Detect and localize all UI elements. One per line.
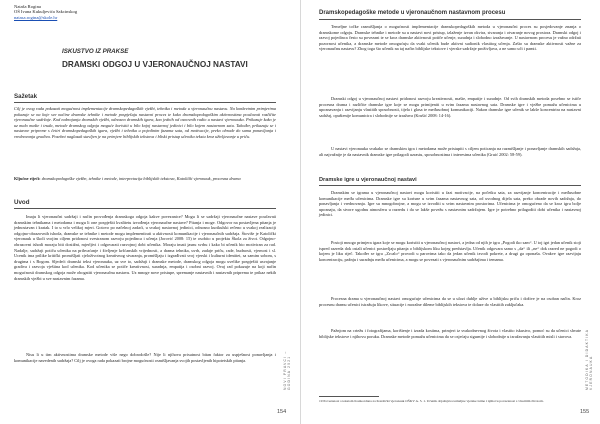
keywords-text: dramskopedagoške vježbe, tehnike i metode, interpretacija biblijskih tekstova, Katolički vjeronauk, procesna drama: [41, 176, 241, 181]
summary-text: Cilj je ovog rada pokazati mogućnost implementacije dramskopedagoških vježbi, tehnika i metoda u vjeronaučnu nastavu. Na konkretnim primjerima pokazuje se na koje sve načine dramske tehnike i metode pospješuju nastavni proces te kako dramskopedagoškim aktivnostima poučavati različite vjeronaučne sadržaje. Kod nabrajanja dramskih vježbi, odnosno dramskih igara, kao jednih od osnovnih radio u nastavi vjeronauka. Prikazuje kako je uz malo mašte i truda, metode dramskog odgoja moguće koristiti u bilo kojoj nastavnoj jedinici i bilo kojem nastavnom satu. Također, prikazuju se i nastavne pripreme s četiri dramskopedagoških igara, vježbi i tehnika u pojedinim fazama sata, od motivacije, preko obrade do sama ponavljanja i vrednovanja gradiva. Posebni naglasak stavljen je na primjere biblijskih tekstova i bliski pristup učenika tekstu kroz uživljavanje u priču.: [14, 106, 276, 139]
intro-rule: [14, 208, 276, 209]
footnote: 19 Povezanost s tekstom Konkordana za Katolički vjeronauk OŠKV A. 5. 1. Učenik objašnjava temeljne vjerske istine i njihovu povezanost s vlastitim životom.: [319, 399, 544, 403]
section-heading: Dramskopedagoške metode u vjeronaučnom nastavnom procesu: [319, 10, 506, 16]
article-title: DRAMSKI ODGOJ U VJERONAUČNOJ NASTAVI: [62, 60, 248, 69]
intro-heading: Uvod: [14, 199, 30, 206]
subsection-heading: Dramske igre u vjeronaučnoj nastavi: [319, 177, 417, 183]
author-school: OŠ Ivana Kukuljevića Sakcinskog: [14, 9, 78, 15]
section-rule: [319, 19, 581, 20]
section-label: ISKUSTVO IZ PRAKSE: [62, 48, 129, 55]
running-label: METODIKA I DIDAKTIKA VJERONAUKA: [585, 329, 593, 390]
summary-heading: Sažetak: [14, 93, 38, 100]
author-block: [14, 4, 77, 20]
keywords-line: [14, 176, 276, 182]
right-page: [300, 0, 600, 424]
paragraph-2: Dramski odgoj u vjeronaučnoj nastavi pridonosi razvoju kreativnosti, mašte, empatije i suradnje. Od svih dramskih metoda posebno se ističe procesna drama i različite dramske igre koje se mogu primijeniti u svim fazama nastavnog sata. Dramske igre i vježbe pomažu učenicima u upoznavanju i razvijanju vlastitih sposobnosti, tijela i glasa te međusobnoj komunikaciji. Nakon dramske igre učenik se lakše koncentrira na nastavni sadržaj, opuštenije komunicira i slobodnije se izražava (Krušić 2008: 14-16).: [319, 96, 581, 118]
page-number: 154: [277, 409, 287, 415]
author-email-link[interactable]: natasa.rogina@skole.hr: [14, 14, 58, 20]
subsection-rule: [319, 185, 581, 186]
paragraph-5: Postoji mnogo primjera igara koje se mogu koristiti u vjeronaučnoj nastavi, a jedna od njih je igra „Pogodi tko sam“. U toj igri jedan učenik stoji ispred razreda dok ostali učenici postavljaju pitanja o biblijskom liku kojeg predstavlja. Učenik odgovara samo s „da“ ili „ne“ dok razred ne pogodi o kojem je liku riječ. Također se igra „Zrcalo“ provodi u parovima tako da jedan učenik izvodi pokrete, a drugi ga oponaša. Ovakve igre razvijaju koncentraciju, pažnju i suradnju među učenicima, a mogu se povezati s vjeronaučnim sadržajima i temama.: [319, 240, 581, 262]
summary-rule: [14, 102, 276, 103]
keywords-label: Ključne riječi:: [14, 176, 41, 181]
paragraph-6: Procesna drama u vjeronaučnoj nastavi omogućuje učenicima da se u ulozi dublje užive u biblijsku priču i dožive je na osoban način. Kroz procesnu dramu učenici istražuju likove, situacije i moralne dileme biblijskih tekstova te dolaze do vlastitih zaključaka.: [319, 296, 581, 307]
paragraph-7: Pažnjom na crtežu i fotografijama, korištenje i izrada kostima, primjeri iz svakodnevnog života i vlastito iskustvo, pomoć su da učenici shvate biblijske tekstove i njihovu poruku. Dramske metode pomažu učenicima da se osjećaju sigurnije i slobodnije u izražavanju vlastitih misli i stavova.: [319, 328, 581, 339]
paragraph-1: Temeljne točke razmišljanja o mogućnosti implementacije dramskopedagoških metoda u vjeronaučni proces su posjedovanje znanja o dramskome odgoju. Dramske tehnike i metode su u nastavi novi pristup, izlaženje izvan okvira, stvaranja i otvaranje novog prostora. Dramski odgoj i razvoj pojedinca često su povezani te se kroz dramske aktivnosti potiče učenje, suradnja i slobodno izražavanje. U nastavnom procesu je važno održati pozornost učenika, a dramske metode omogućuju da svaki učenik bude aktivni sudionik vlastitog učenja. Zašto su dramske aktivnosti važne za vjeronaučnu nastavu? Zbog toga što učenik na taj način biblijske tekstove i vjerske sadržaje proživljava, a ne samo uči i pamti.: [319, 24, 581, 52]
footnote-rule: [319, 396, 379, 397]
author-name: Nataša Rogina: [14, 4, 41, 9]
page-number: 155: [580, 409, 590, 415]
intro-paragraph-2: Nisu li u tim aktivnostima dramske metode više nego dobrodošle? Nije li njihova prisutnost bitan faktor za uspješnost ponavljanja i komunikacije navedenih sadržaja? Cilj je ovoga rada pokazati brojne mogućnosti osmišljavanja svojih postavljenih hipotetskih pitanja.: [14, 352, 276, 363]
running-label: NOVI PRAVCI – GODINA 2021: [283, 350, 291, 390]
intro-paragraph: Imaju li vjeronaučni sadržaji i način provođenja dramskoga odgoja kakve povezanice? Mogu li se sadržaji vjeronaučne nastave poučavati dramskim tehnikama i metodama i mogu li one pospješiti kvalitetu izvođenja vjeronaučne nastave? Pitanja i moge. Odgovor na postavljena pitanja je jednostavan i kratak. I to u vrlo velikoj mjeri. Gotovo po načelnoj zadaći, u svakoj nastavnoj jedinici, odnosno kurikulski rečeno u svakoj realizaciji odgojno-obrazovnih ishoda, dramske se tehnike i metode mogu implementirati u aktivnosti komunikacije i vjeronaučnih sadržaja. Štoviše je Katolički vjeronauk u školi svojim ciljem pridonosi svestranom razvoju pojedinca i učenja (Jorović 2008: 15) te osobito u projektu Škola za život. Odgojno-obrazovni ishodi moraju biti dostižni, mjerljivi i odgovarati razvojnoj dobi učenika. Moraju imati jasnu svrhu i kako bi učenik bio motiviran za rad. Nadalje, sadržaji potiču učenika na prihvaćanje i življenje kršćanskih vrijednosti, a drama tehnika, uvrh, zadaje priču, rade, budnosti, vjernost i sl. Ucenik ima prilike kritički promišljati cjeloživotnog kreativnog stvaranja, promišljaju i izgrađivati svoj vjerski i kulturni identitet, sa samim sobom, s drugima i s Bogom. Sljedeći dramski tekst vjeronauka, uz sve to, sadržaji i dramske metode, dramskog odgoja mogu uvelike pospješiti usvajanje gradiva i razvoja vještina kod učenika. Kod učenika se potiče kreativnost, suradnja, empatija i osobni razvoj. Ovaj rad pokazuje na koji način mogućnosti dramskog odgoja može obogatiti vjeronaučnu nastavu. Uz mnoge nove pristupe, spremanje nastavnih i nastavnih priprema te prikaz nekih dramskih vježbi u sve nastavnim fazama.: [14, 214, 276, 281]
paragraph-4: Dramskim se igrama u vjeronaučnoj nastavi mogu koristiti u fazi motivacije, na početku sata, za razvijanje koncentracije i međusobne komunikacije među učenicima. Dramske igre su korisne u svim fazama nastavnog sata, od uvodnog dijela sata, preko obrade novih sadržaja, do ponavljanja i vrednovanja. Igre su mnogobrojne, a mogu se izvoditi u svim nastavnim prostorima. Učenicima je omogućeno da se kroz igru bolje upoznaju, da stvore ugodnu atmosferu u razredu i da se lakše povežu s nastavnim sadržajem. Igre je potrebno prilagoditi dobi učenika i nastavnoj jedinici.: [319, 190, 581, 218]
paragraph-3: U nastavi vjeronauka svakako se dramskim igra i metodama može pristupiti s ciljem poticanja na razmišljanje i ponavljanje dramskih sadržaja, ali najvažnije je da nastavnik dramske igre prilagodi uzrastu, sposobnostima i interesima učenika (Gruić 2002: 58-59).: [319, 146, 581, 157]
